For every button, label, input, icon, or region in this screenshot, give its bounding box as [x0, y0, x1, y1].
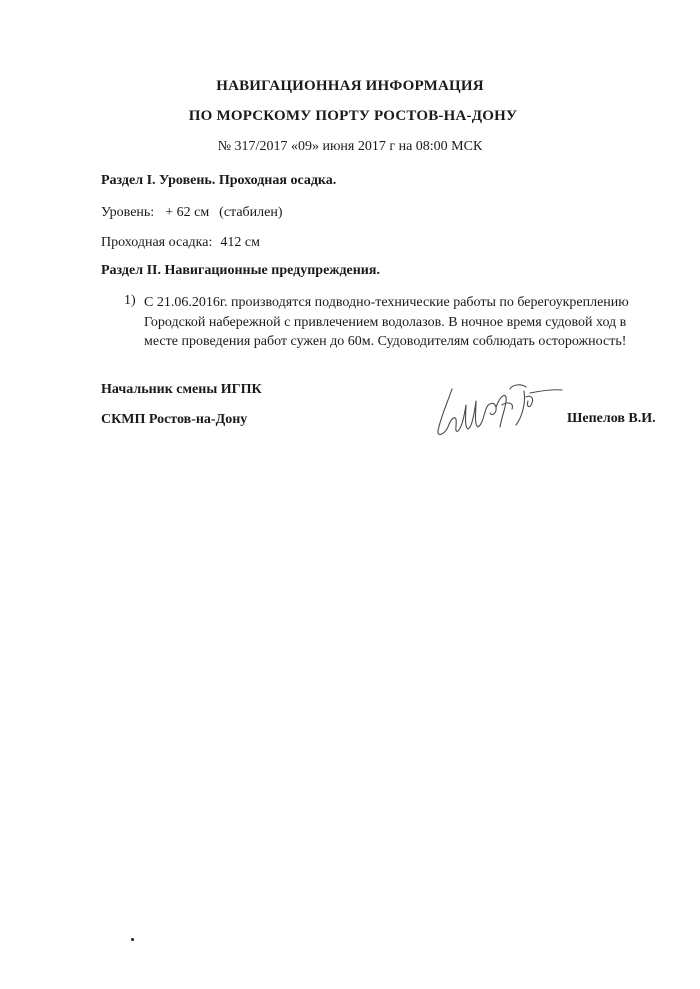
- level-label: Уровень:: [101, 205, 155, 220]
- handwritten-signature: [430, 375, 565, 445]
- section-1-heading: Раздел I. Уровень. Проходная осадка.: [101, 173, 337, 188]
- scan-speck: [131, 938, 134, 941]
- warning-text: С 21.06.2016г. производятся подводно-технические работы по берегоукреплению Городской набережной с привлечением водолазов. В ночное время судовой ход в месте проведения работ сужен до 60м. Судоводителям соблюдать осторожность!: [144, 295, 629, 349]
- draft-value: 412 см: [220, 235, 260, 250]
- signer-organization: СКМП Ростов-на-Дону: [101, 412, 248, 427]
- draft-label: Проходная осадка:: [101, 235, 213, 250]
- level-value: + 62 см: [165, 205, 210, 220]
- draft-row: [101, 235, 260, 251]
- signer-position: Начальник смены ИГПК: [101, 382, 262, 397]
- document-title: НАВИГАЦИОННАЯ ИНФОРМАЦИЯ: [216, 78, 484, 94]
- warning-number: 1): [124, 293, 136, 308]
- level-status: (стабилен): [219, 205, 283, 220]
- document-subtitle: ПО МОРСКОМУ ПОРТУ РОСТОВ-НА-ДОНУ: [188, 108, 518, 124]
- section-2-heading: Раздел II. Навигационные предупреждения.: [101, 263, 380, 278]
- signer-name: Шепелов В.И.: [567, 411, 656, 426]
- document-number: № 317/2017 «09» июня 2017 г на 08:00 МСК: [217, 139, 483, 154]
- level-row: [101, 205, 283, 221]
